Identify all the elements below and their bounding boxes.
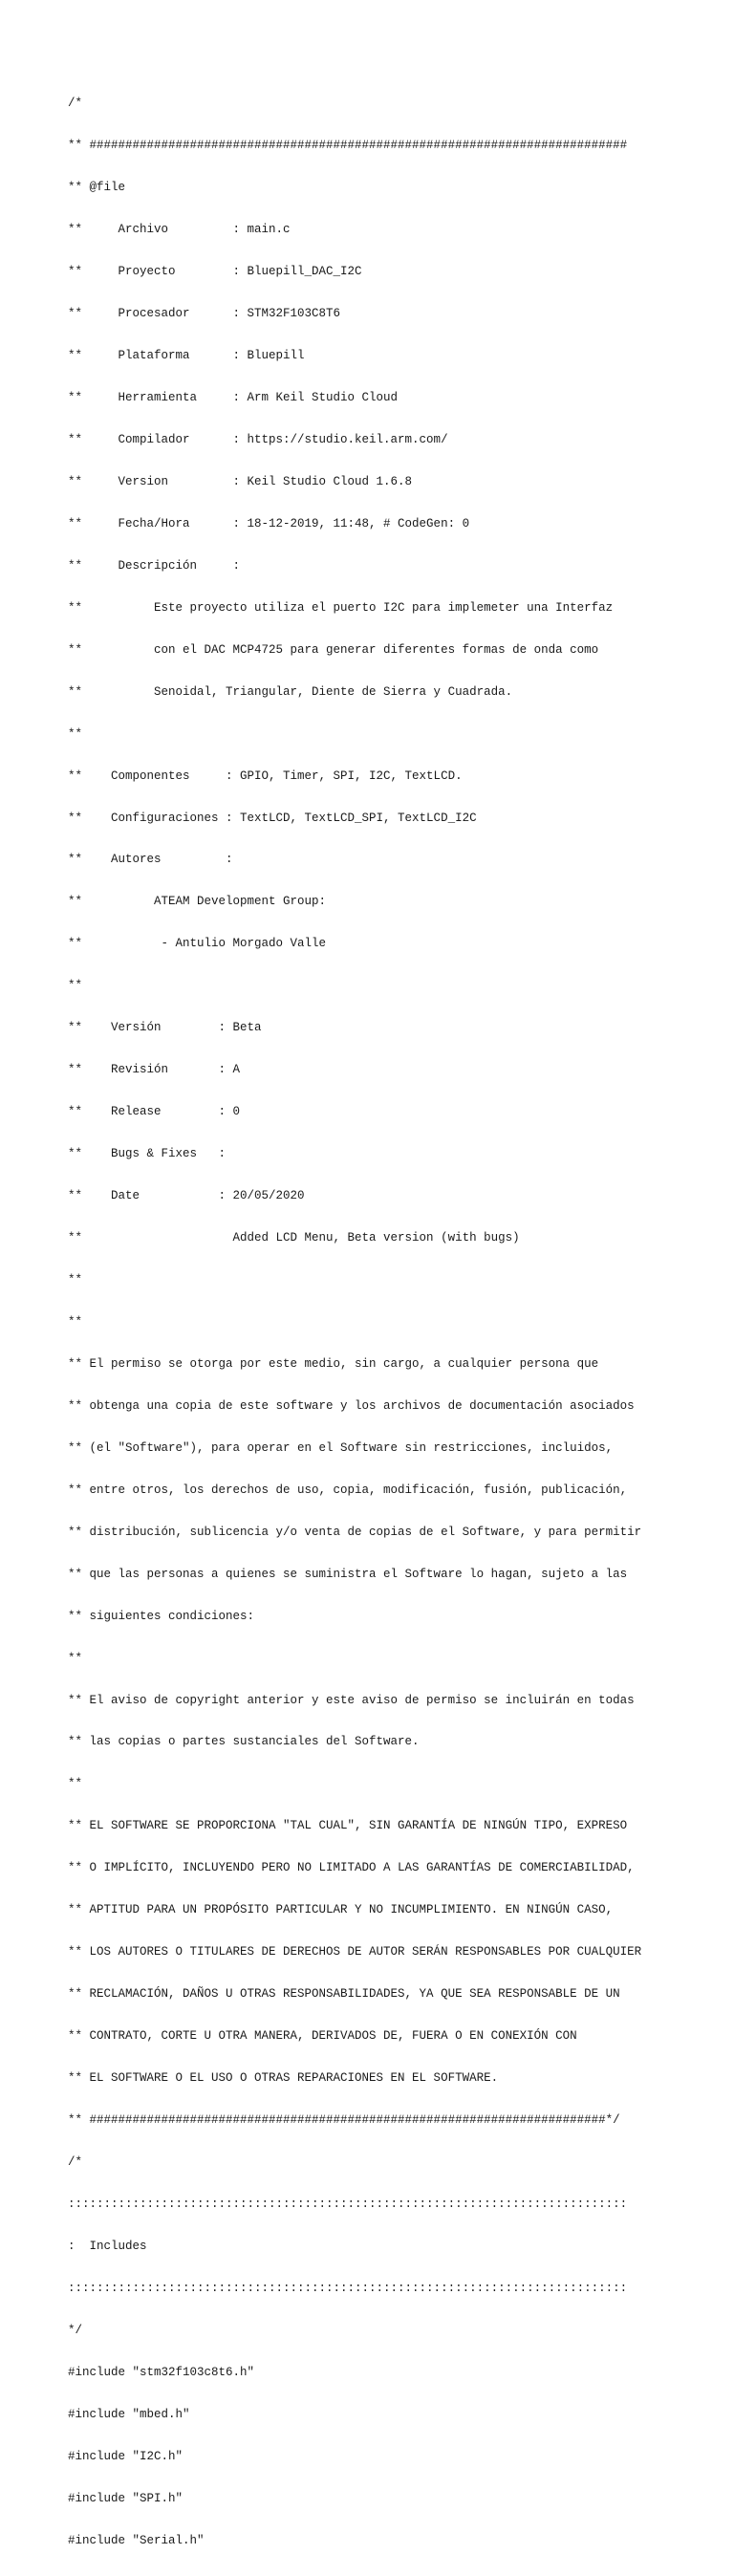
code-line: ** (68, 1273, 83, 1287)
code-line: ** (68, 979, 83, 993)
code-line: :::::::::::::::::::::::::::::::::::::::::::::::::::::::::::::::::::::::::::::: (68, 2281, 628, 2295)
code-line: ** Bugs & Fixes : (68, 1147, 227, 1161)
code-line: ** siguientes condiciones: (68, 1609, 255, 1623)
code-line: ** (68, 1651, 83, 1665)
code-line: ** que las personas a quienes se suministra el Software lo hagan, sujeto a las (68, 1567, 628, 1581)
code-line: ** El aviso de copyright anterior y este aviso de permiso se incluirán en todas (68, 1693, 635, 1707)
code-line: #include "Serial.h" (68, 2533, 205, 2547)
code-line: ** APTITUD PARA UN PROPÓSITO PARTICULAR Y NO INCUMPLIMIENTO. EN NINGÚN CASO, (68, 1903, 614, 1917)
code-line: ** (68, 1777, 83, 1791)
code-line: #include "stm32f103c8t6.h" (68, 2365, 255, 2379)
code-line: ** Fecha/Hora : 18-12-2019, 11:48, # CodeGen: 0 (68, 516, 470, 530)
code-line: ** Version : Keil Studio Cloud 1.6.8 (68, 474, 413, 488)
code-line: ** Compilador : https://studio.keil.arm.com/ (68, 432, 448, 446)
code-line: ** con el DAC MCP4725 para generar diferentes formas de onda como (68, 642, 599, 657)
code-line: :::::::::::::::::::::::::::::::::::::::::::::::::::::::::::::::::::::::::::::: (68, 2197, 628, 2211)
code-line: ** RECLAMACIÓN, DAÑOS U OTRAS RESPONSABILIDADES, YA QUE SEA RESPONSABLE DE UN (68, 1987, 620, 2002)
code-line: ** (68, 1314, 83, 1329)
code-line: ** LOS AUTORES O TITULARES DE DERECHOS DE AUTOR SERÁN RESPONSABLES POR CUALQUIER (68, 1945, 642, 1959)
code-line: ** Autores : (68, 853, 233, 867)
source-code-listing (68, 69, 641, 2576)
code-line: ** Versión : Beta (68, 1021, 262, 1035)
code-line: ** Procesador : STM32F103C8T6 (68, 307, 341, 321)
code-line: ** Componentes : GPIO, Timer, SPI, I2C, TextLCD. (68, 768, 463, 783)
code-line: ** EL SOFTWARE O EL USO O OTRAS REPARACIONES EN EL SOFTWARE. (68, 2071, 499, 2086)
code-line: ** Release : 0 (68, 1105, 241, 1119)
code-line: ** (68, 726, 83, 741)
code-line: ** Plataforma : Bluepill (68, 349, 305, 363)
code-line: */ (68, 2323, 83, 2337)
code-line: ** ATEAM Development Group: (68, 895, 327, 909)
code-line: ** Configuraciones : TextLCD, TextLCD_SPI, TextLCD_I2C (68, 811, 477, 825)
code-line: ** Archivo : main.c (68, 223, 291, 237)
code-line: ** ########################################################################### (68, 139, 628, 153)
code-line: ** El permiso se otorga por este medio, sin cargo, a cualquier persona que (68, 1356, 599, 1371)
code-line: #include "SPI.h" (68, 2491, 184, 2505)
code-line: ** @file (68, 181, 126, 195)
code-line: ** EL SOFTWARE SE PROPORCIONA "TAL CUAL", SIN GARANTÍA DE NINGÚN TIPO, EXPRESO (68, 1819, 628, 1833)
code-line: ** las copias o partes sustanciales del Software. (68, 1735, 420, 1749)
code-line: ** Proyecto : Bluepill_DAC_I2C (68, 265, 362, 279)
code-line: ** Senoidal, Triangular, Diente de Sierra y Cuadrada. (68, 684, 513, 699)
code-line: #include "I2C.h" (68, 2449, 184, 2463)
code-line: ** - Antulio Morgado Valle (68, 937, 327, 951)
code-line: /* (68, 97, 83, 111)
code-line: ** Este proyecto utiliza el puerto I2C para implemeter una Interfaz (68, 600, 614, 615)
code-line: ** Herramienta : Arm Keil Studio Cloud (68, 390, 399, 404)
code-line: : Includes (68, 2239, 147, 2253)
code-line: ** O IMPLÍCITO, INCLUYENDO PERO NO LIMITADO A LAS GARANTÍAS DE COMERCIABILIDAD, (68, 1861, 635, 1875)
code-line: #include "mbed.h" (68, 2407, 190, 2421)
code-line: ** Descripción : (68, 558, 241, 573)
code-line: /* (68, 2155, 83, 2170)
code-line: ** entre otros, los derechos de uso, copia, modificación, fusión, publicación, (68, 1483, 628, 1497)
code-line: ** Added LCD Menu, Beta version (with bugs) (68, 1231, 520, 1245)
code-line: ** distribución, sublicencia y/o venta de copias de el Software, y para permitir (68, 1525, 642, 1539)
code-line: ** Date : 20/05/2020 (68, 1189, 305, 1203)
code-line: ** obtenga una copia de este software y los archivos de documentación asociados (68, 1398, 635, 1413)
code-line: ** CONTRATO, CORTE U OTRA MANERA, DERIVADOS DE, FUERA O EN CONEXIÓN CON (68, 2029, 577, 2044)
code-line: ** ########################################################################*/ (68, 2113, 620, 2128)
code-line: ** (el "Software"), para operar en el Software sin restricciones, incluidos, (68, 1440, 614, 1455)
code-line: ** Revisión : A (68, 1063, 241, 1077)
